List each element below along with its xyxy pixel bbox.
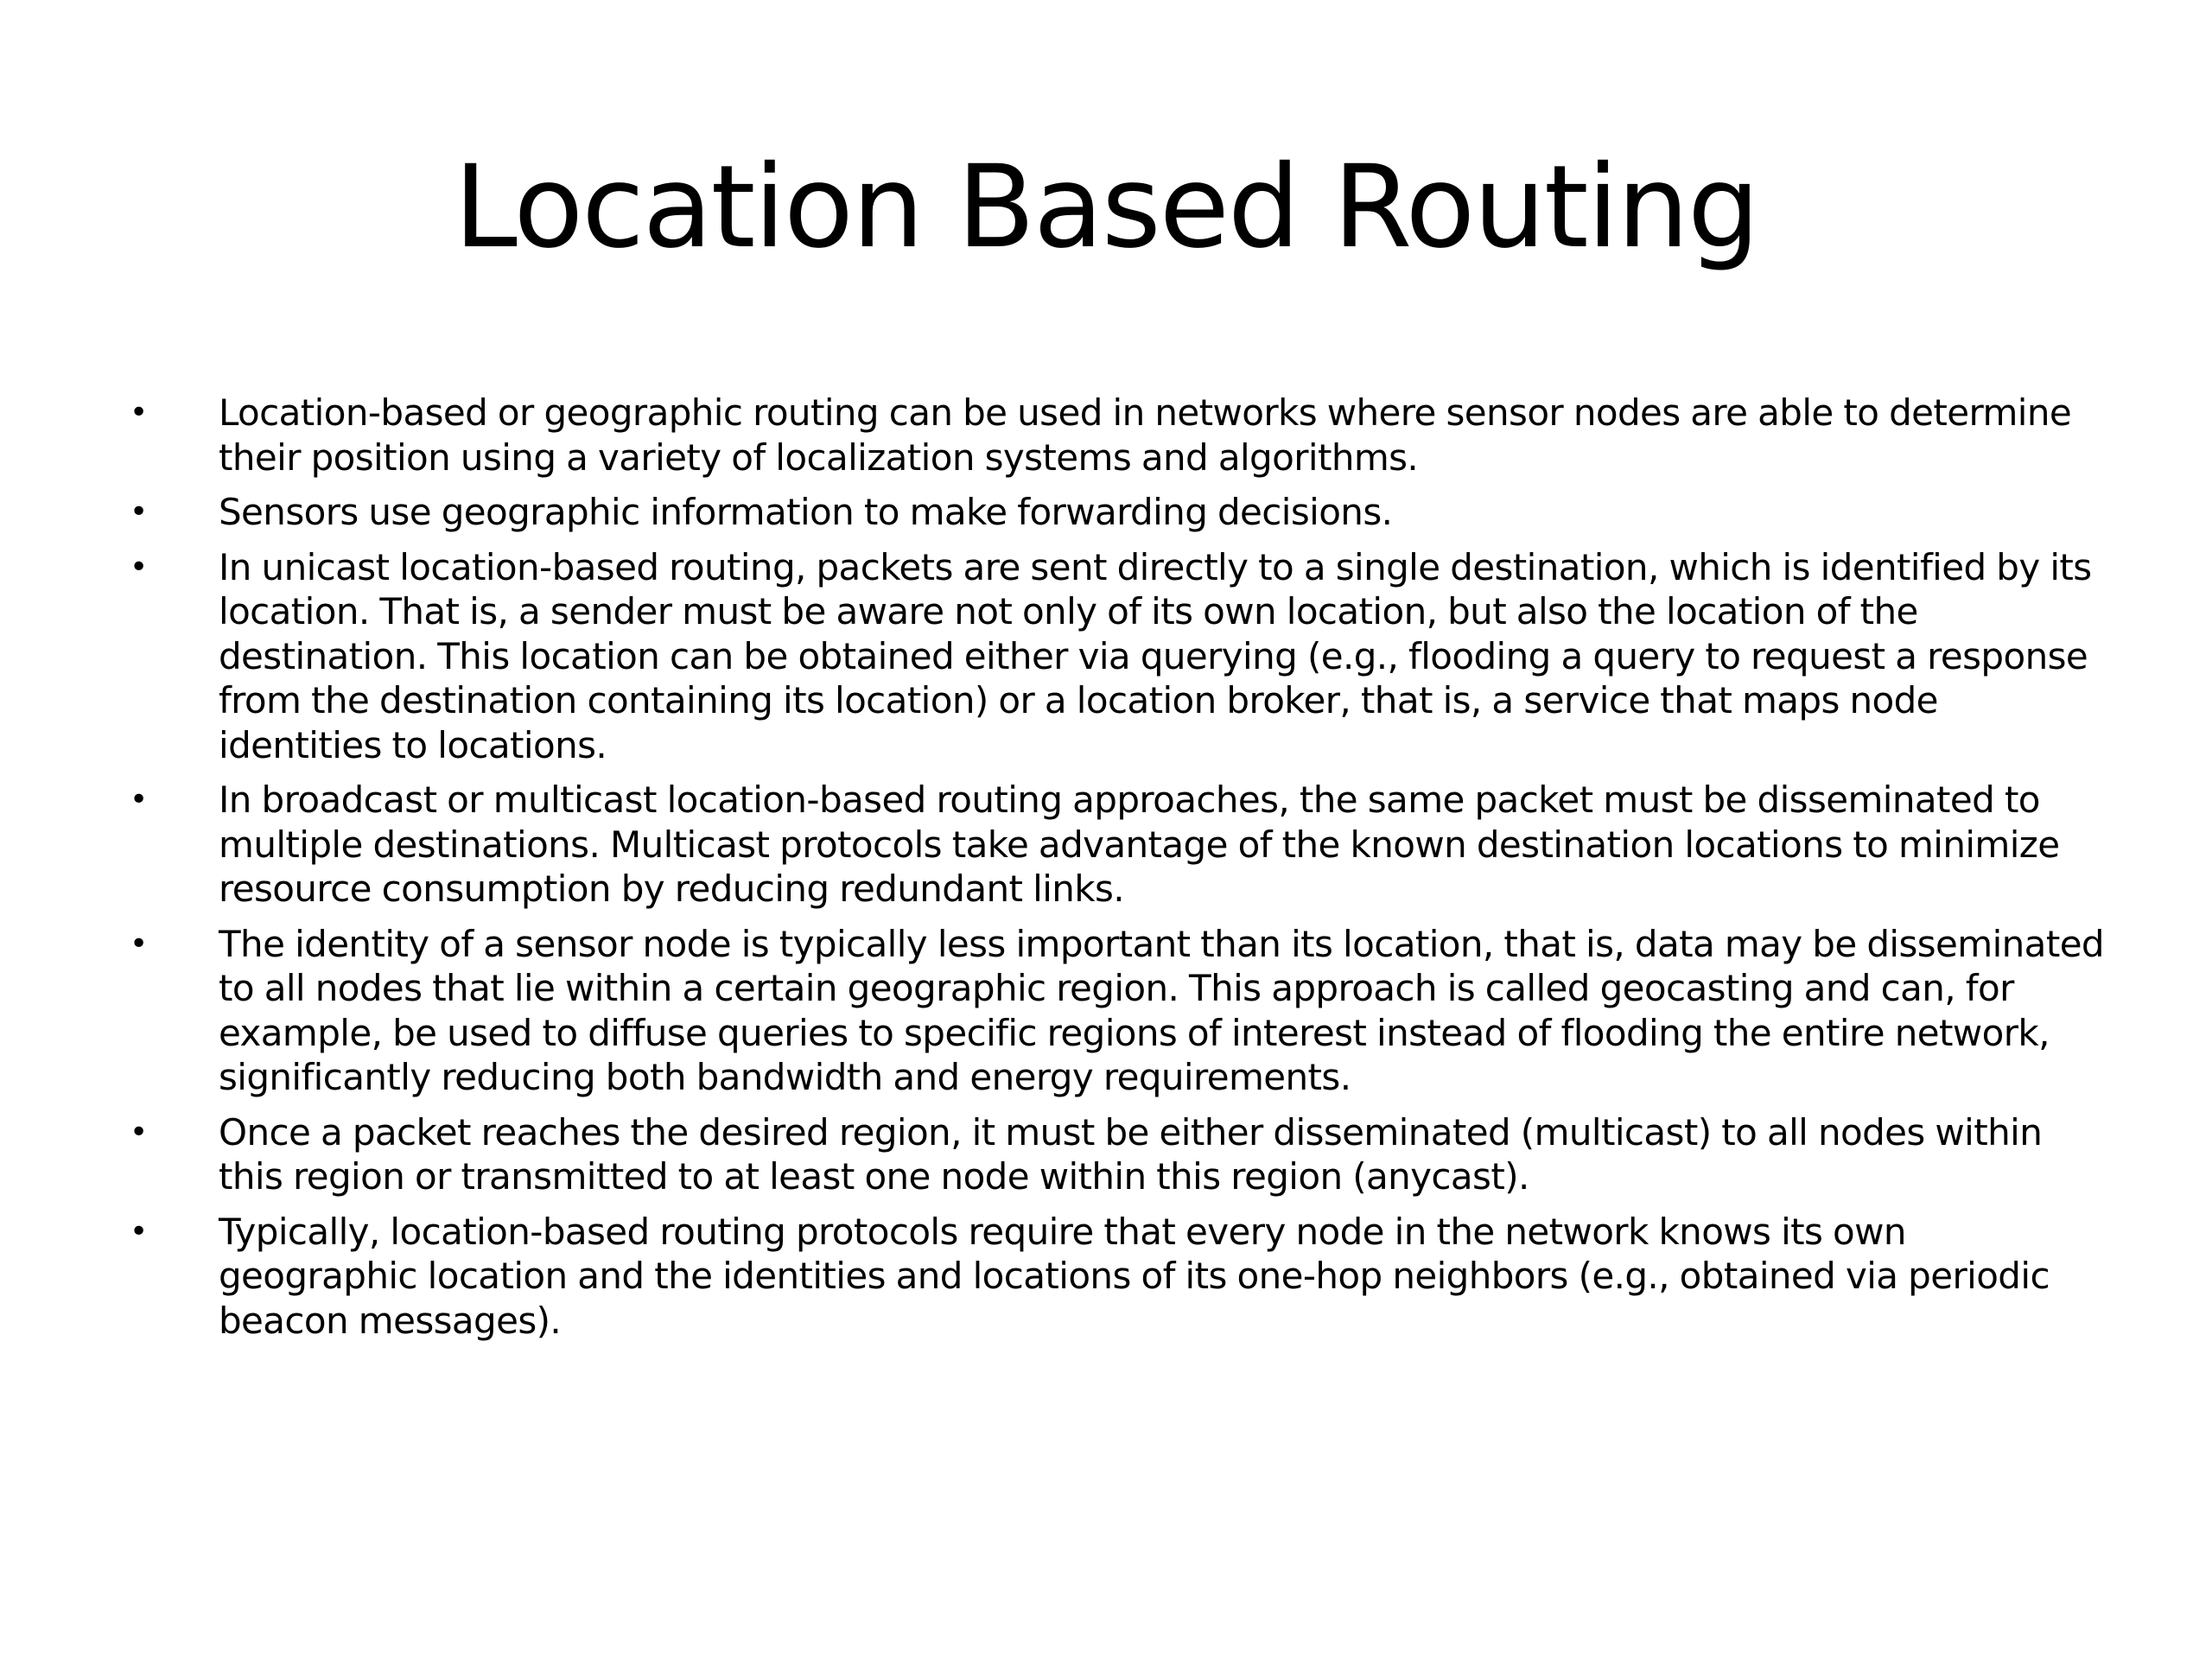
bullet-text: Once a packet reaches the desired region, it must be either disseminated (multicast) to all nodes within this region or transmitted to at least one node within this region (anycast).	[219, 1110, 2043, 1198]
bullet-text: Location-based or geographic routing can be used in networks where sensor nodes are able to determine their position using a variety of localization systems and algorithms.	[219, 391, 2072, 479]
bullet-item	[130, 490, 2108, 535]
bullet-dot-icon: •	[130, 395, 148, 430]
bullet-dot-icon: •	[130, 549, 148, 585]
bullet-text: Typically, location-based routing protocols require that every node in the network knows its own geographic location and the identities and locations of its one-hop neighbors (e.g., obtained via periodic beacon messages).	[219, 1210, 2050, 1342]
bullet-dot-icon: •	[130, 1114, 148, 1150]
bullet-text: The identity of a sensor node is typically less important than its location, that is, data may be disseminated to all nodes that lie within a certain geographic region. This approach is called geocasting and can, for example, be used to diffuse queries to specific regions of interest instead of flooding the entire network, significantly reducing both bandwidth and energy requirements.	[219, 922, 2104, 1098]
slide-title: Location Based Routing	[454, 141, 1758, 274]
bullet-list	[130, 391, 2108, 1353]
bullet-item	[130, 922, 2108, 1100]
bullet-text: In unicast location-based routing, packets are sent directly to a single destination, which is identified by its location. That is, a sender must be aware not only of its own location, but also the location of the destination. This location can be obtained either via querying (e.g., flooding a query to request a response from the destination containing its location) or a location broker, that is, a service that maps node identities to locations.	[219, 545, 2092, 766]
bullet-item	[130, 778, 2108, 912]
bullet-item	[130, 391, 2108, 480]
bullet-dot-icon: •	[130, 1213, 148, 1249]
bullet-item	[130, 545, 2108, 768]
bullet-dot-icon: •	[130, 494, 148, 530]
bullet-text: In broadcast or multicast location-based routing approaches, the same packet must be disseminated to multiple destinations. Multicast protocols take advantage of the known destination locations to minimize resource consumption by reducing redundant links.	[219, 779, 2060, 910]
bullet-item	[130, 1110, 2108, 1199]
bullet-item	[130, 1210, 2108, 1344]
bullet-dot-icon: •	[130, 925, 148, 962]
bullet-text: Sensors use geographic information to make forwarding decisions.	[219, 491, 1393, 533]
bullet-dot-icon: •	[130, 782, 148, 817]
